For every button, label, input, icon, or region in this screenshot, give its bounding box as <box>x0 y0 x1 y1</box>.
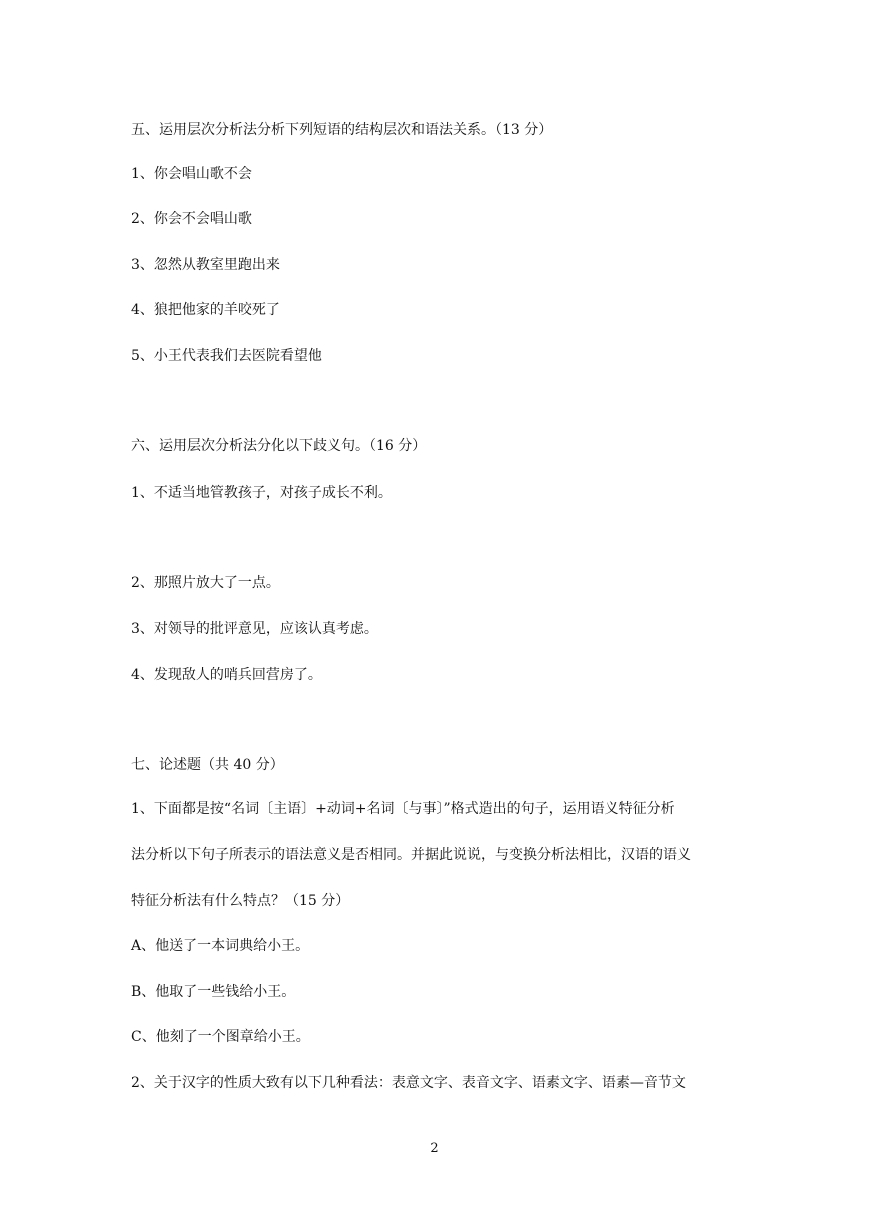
section-6-item-4: 4、发现敌人的哨兵回营房了。 <box>131 667 322 683</box>
section-5-item-2: 2、你会不会唱山歌 <box>131 211 252 227</box>
section-6-item-1: 1、不适当地管教孩子，对孩子成长不利。 <box>131 485 392 501</box>
section-7-q2-line-1: 2、关于汉字的性质大致有以下几种看法：表意文字、表音文字、语素文字、语素—音节文 <box>131 1075 686 1091</box>
section-7-q1-line-3: 特征分析法有什么特点？（15 分） <box>131 893 350 909</box>
section-7-q1-line-1: 1、下面都是按“名词〔主语〕+动词+名词〔与事〕”格式造出的句子，运用语义特征分析 <box>131 801 675 817</box>
section-5-item-1: 1、你会唱山歌不会 <box>131 166 252 182</box>
section-5-item-4: 4、狼把他家的羊咬死了 <box>131 302 280 318</box>
section-5-heading: 五、运用层次分析法分析下列短语的结构层次和语法关系。（13 分） <box>131 122 553 138</box>
section-7-q1-option-c: C、他刻了一个图章给小王。 <box>131 1029 310 1045</box>
section-7-q1-line-2: 法分析以下句子所表示的语法意义是否相同。并据此说说，与变换分析法相比，汉语的语义 <box>131 847 691 863</box>
section-7-heading: 七、论述题（共 40 分） <box>131 757 284 773</box>
section-7-q1-option-a: A、他送了一本词典给小王。 <box>131 938 310 954</box>
section-6-item-3: 3、对领导的批评意见，应该认真考虑。 <box>131 621 378 637</box>
section-5-item-3: 3、忽然从教室里跑出来 <box>131 257 280 273</box>
section-6-heading: 六、运用层次分析法分化以下歧义句。（16 分） <box>131 438 427 454</box>
page-number: 2 <box>430 1141 439 1156</box>
section-5-item-5: 5、小王代表我们去医院看望他 <box>131 348 322 364</box>
section-6-item-2: 2、那照片放大了一点。 <box>131 575 280 591</box>
section-7-q1-option-b: B、他取了一些钱给小王。 <box>131 984 296 1000</box>
